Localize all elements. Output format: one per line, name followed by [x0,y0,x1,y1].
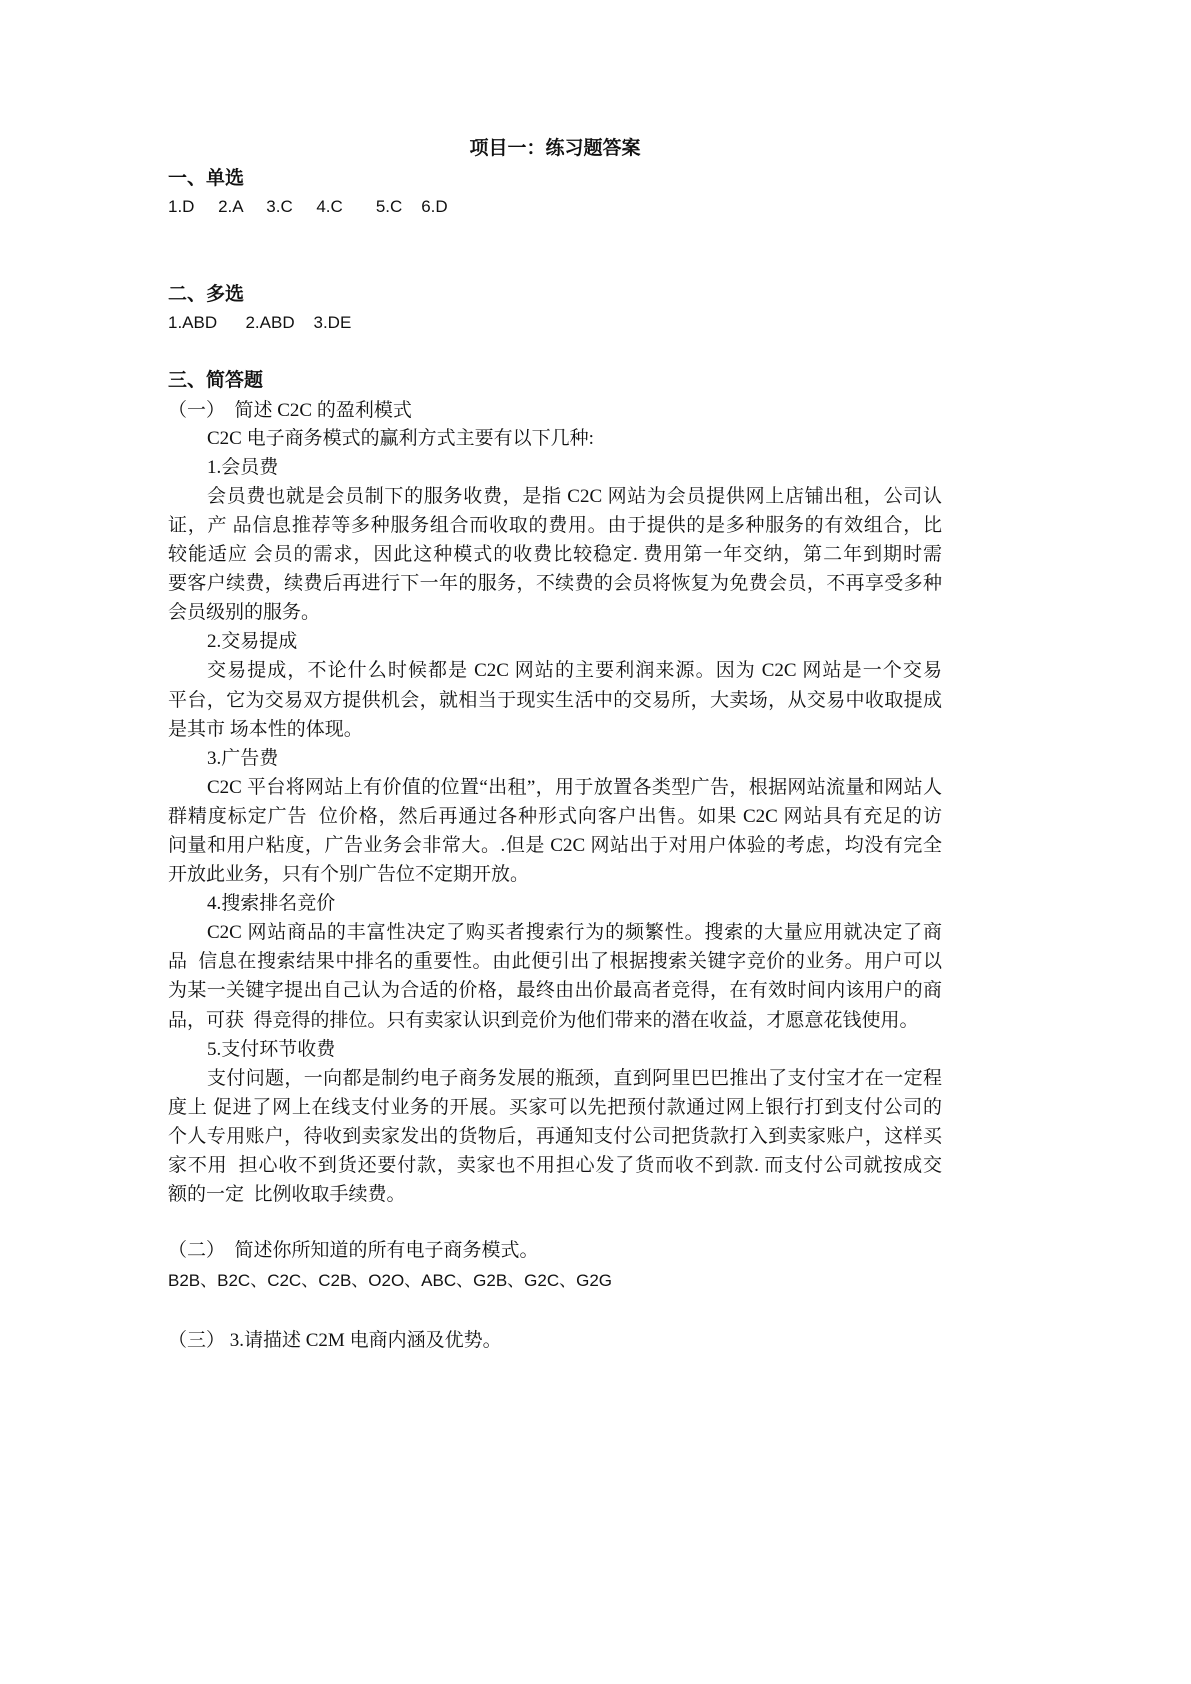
paragraph-line: 群精度标定广告 位价格，然后再通过各种形式向客户出售。如果 C2C 网站具有充足的访 [168,805,942,827]
single-choice-answers: 1.D 2.A 3.C 4.C 5.C 6.D [168,197,448,217]
paragraph-line: 品，可获 得竞得的排位。只有卖家认识到竞价为他们带来的潜在收益，才愿意花钱使用。 [168,1009,919,1031]
section-heading-multiple-choice: 二、多选 [168,284,245,306]
item-label-membership-fee: 1.会员费 [207,456,279,478]
paragraph-line: 会员费也就是会员制下的服务收费，是指 C2C 网站为会员提供网上店铺出租，公司认 [207,485,942,507]
paragraph-line: C2C 网站商品的丰富性决定了购买者搜索行为的频繁性。搜索的大量应用就决定了商 [207,922,942,944]
paragraph-line: 会员级别的服务。 [168,602,321,624]
paragraph-line: 品 信息在搜索结果中排名的重要性。由此便引出了根据搜索关键字竞价的业务。用户可以 [168,951,942,973]
question-2-title: （二） 简述你所知道的所有电子商务模式。 [168,1240,539,1262]
paragraph-line: 开放此业务，只有个别广告位不定期开放。 [168,864,530,886]
question-3-title: （三） 3.请描述 C2M 电商内涵及优势。 [168,1330,502,1352]
paragraph-line: 较能适应 会员的需求，因此这种模式的收费比较稳定. 费用第一年交纳，第二年到期时需 [168,544,942,566]
question-2-answer: B2B、B2C、C2C、C2B、O2O、ABC、G2B、G2C、G2G [168,1271,613,1291]
question-1-intro: C2C 电子商务模式的赢利方式主要有以下几种: [207,427,594,449]
document-page [168,134,942,1355]
paragraph-line: 为某一关键字提出自己认为合适的价格，最终由出价最高者竞得，在有效时间内该用户的商 [168,980,942,1002]
section-heading-single-choice: 一、单选 [168,168,245,190]
paragraph-line: 平台，它为交易双方提供机会，就相当于现实生活中的交易所，大卖场，从交易中收取提成 [168,689,942,711]
paragraph-line: 问量和用户粘度，广告业务会非常大。.但是 C2C 网站出于对用户体验的考虑，均没有完全 [168,834,942,856]
paragraph-line: 是其市 场本性的体现。 [168,718,363,740]
question-1-title: （一） 简述 C2C 的盈利模式 [168,399,412,421]
paragraph-line: C2C 平台将网站上有价值的位置“出租”，用于放置各类型广告，根据网站流量和网站人 [207,776,942,798]
paragraph-line: 度上 促进了网上在线支付业务的开展。买家可以先把预付款通过网上银行打到支付公司的 [168,1096,942,1118]
item-label-search-ranking-bid: 4.搜索排名竞价 [207,893,336,915]
paragraph-line: 家不用 担心收不到货还要付款，卖家也不用担心发了货而收不到款. 而支付公司就按成交 [168,1155,942,1176]
multiple-choice-answers: 1.ABD 2.ABD 3.DE [168,313,352,333]
paragraph-line: 额的一定 比例收取手续费。 [168,1184,406,1206]
paragraph-line: 要客户续费，续费后再进行下一年的服务，不续费的会员将恢复为免费会员，不再享受多种 [168,573,942,595]
paragraph-line: 个人专用账户，待收到卖家发出的货物后，再通知支付公司把货款打入到卖家账户，这样买 [168,1125,942,1147]
item-label-advertising-fee: 3.广告费 [207,747,279,769]
item-label-payment-fee: 5.支付环节收费 [207,1038,336,1060]
item-label-transaction-commission: 2.交易提成 [207,631,298,653]
paragraph-line: 证，产 品信息推荐等多种服务组合而收取的费用。由于提供的是多种服务的有效组合，比 [168,514,942,536]
section-heading-short-answer: 三、简答题 [168,370,264,392]
document-title: 项目一：练习题答案 [469,138,641,159]
paragraph-line: 支付问题，一向都是制约电子商务发展的瓶颈，直到阿里巴巴推出了支付宝才在一定程 [207,1067,942,1089]
paragraph-line: 交易提成，不论什么时候都是 C2C 网站的主要利润来源。因为 C2C 网站是一个交易 [207,660,942,682]
